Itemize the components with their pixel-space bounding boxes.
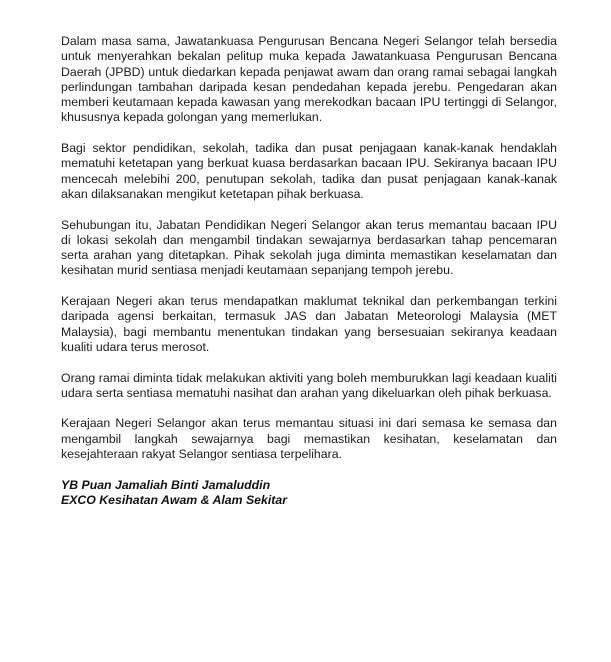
- signature-name: YB Puan Jamaliah Binti Jamaluddin: [61, 477, 271, 492]
- press-statement-body: [61, 34, 557, 508]
- paragraph-monitoring: Kerajaan Negeri Selangor akan terus memantau situasi ini dari semasa ke semasa dan mengambil langkah sewajarnya bagi memastikan kesihatan, keselamatan dan kesejahteraan rakyat Selangor sentiasa terpelihara.: [61, 416, 557, 462]
- paragraph-public-advice: Orang ramai diminta tidak melakukan aktiviti yang boleh memburukkan lagi keadaan kualiti udara serta sentiasa mematuhi nasihat dan arahan yang dikeluarkan oleh pihak berkuasa.: [61, 370, 557, 400]
- signature-title: EXCO Kesihatan Awam & Alam Sekitar: [61, 492, 287, 507]
- paragraph-face-masks: Dalam masa sama, Jawatankuasa Pengurusan Bencana Negeri Selangor telah bersedia untuk menyerahkan bekalan pelitup muka kepada Jawatankuasa Pengurusan Bencana Daerah (JPBD) untuk diedarkan kepada penjawat awam dan orang ramai sebagai langkah perlindungan tambahan daripada kesan pendedahan kepada jerebu. Pengedaran akan memberi keutamaan kepada kawasan yang merekodkan bacaan IPU tertinggi di Selangor, khususnya kepada golongan yang memerlukan.: [61, 34, 557, 125]
- paragraph-education-sector: Bagi sektor pendidikan, sekolah, tadika dan pusat penjagaan kanak-kanak hendaklah mematuhi ketetapan yang berkuat kuasa berdasarkan bacaan IPU. Sekiranya bacaan IPU mencecah melebihi 200, penutupan sekolah, tadika dan pusat penjagaan kanak-kanak akan dilaksanakan mengikut ketetapan pihak berkuasa.: [61, 141, 557, 201]
- paragraph-education-department: Sehubungan itu, Jabatan Pendidikan Negeri Selangor akan terus memantau bacaan IPU di lokasi sekolah dan mengambil tindakan sewajarnya berdasarkan tahap pencemaran serta arahan yang ditetapkan. Pihak sekolah juga diminta memastikan keselamatan dan kesihatan murid sentiasa menjadi keutamaan sepanjang tempoh jerebu.: [61, 217, 557, 278]
- paragraph-technical-information: Kerajaan Negeri akan terus mendapatkan maklumat teknikal dan perkembangan terkini daripada agensi berkaitan, termasuk JAS dan Jabatan Meteorologi Malaysia (MET Malaysia), bagi membantu menentukan tindakan yang bersesuaian sekiranya keadaan kualiti udara terus merosot.: [61, 294, 557, 354]
